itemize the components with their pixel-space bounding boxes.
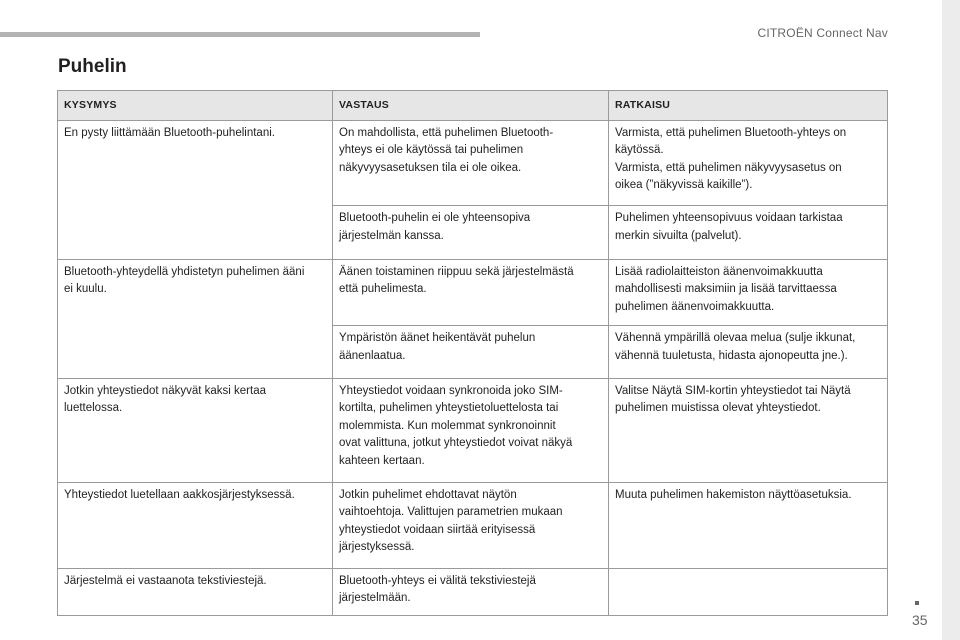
cell-answer: Bluetooth-puhelin ei ole yhteensopiva järjestelmän kanssa.	[333, 206, 609, 260]
table-row	[58, 206, 888, 260]
cell-question	[58, 206, 333, 260]
table-row	[58, 326, 888, 379]
table-header-row	[58, 91, 888, 121]
cell-answer: Ympäristön äänet heikentävät puhelun äänenlaatua.	[333, 326, 609, 379]
cell-solution: Vähennä ympärillä olevaa melua (sulje ikkunat, vähennä tuuletusta, hidasta ajonopeutta jne.).	[609, 326, 888, 379]
cell-question: Bluetooth-yhteydellä yhdistetyn puhelimen ääni ei kuulu.	[58, 259, 333, 326]
cell-question: En pysty liittämään Bluetooth-puhelintani.	[58, 120, 333, 206]
cell-question: Jotkin yhteystiedot näkyvät kaksi kertaa luettelossa.	[58, 378, 333, 482]
cell-question	[58, 326, 333, 379]
table-row	[58, 378, 888, 482]
side-strip	[942, 0, 960, 640]
cell-question: Yhteystiedot luetellaan aakkosjärjestyksessä.	[58, 482, 333, 568]
page-title: Puhelin	[58, 56, 127, 77]
header-brand: CITROËN Connect Nav	[757, 26, 888, 40]
cell-answer: On mahdollista, että puhelimen Bluetooth- yhteys ei ole käytössä tai puhelimen näkyvyysasetuksen tila ei ole oikea.	[333, 120, 609, 206]
table-row	[58, 568, 888, 615]
header-question: KYSYMYS	[58, 91, 333, 121]
cell-answer: Yhteystiedot voidaan synkronoida joko SIM- kortilta, puhelimen yhteystietoluettelosta tai molemmista. Kun molemmat synkronoinnit ovat valittuna, jotkut yhteystiedot voivat näkyä kahteen kertaan.	[333, 378, 609, 482]
page-number: 35	[912, 612, 928, 628]
cell-answer: Jotkin puhelimet ehdottavat näytön vaihtoehtoja. Valittujen parametrien mukaan yhteystiedot voidaan siirtää erityisessä järjestyksessä.	[333, 482, 609, 568]
cell-solution: Muuta puhelimen hakemiston näyttöasetuksia.	[609, 482, 888, 568]
table-row	[58, 120, 888, 206]
header-rule	[0, 32, 480, 37]
cell-solution: Puhelimen yhteensopivuus voidaan tarkistaa merkin sivuilta (palvelut).	[609, 206, 888, 260]
header-solution: RATKAISU	[609, 91, 888, 121]
cell-solution: Lisää radiolaitteiston äänenvoimakkuutta mahdollisesti maksimiin ja lisää tarvittaessa puhelimen äänenvoimakkuutta.	[609, 259, 888, 326]
cell-solution	[609, 568, 888, 615]
table-row	[58, 259, 888, 326]
header-answer: VASTAUS	[333, 91, 609, 121]
cell-answer: Bluetooth-yhteys ei välitä tekstiviestejä järjestelmään.	[333, 568, 609, 615]
cell-solution: Varmista, että puhelimen Bluetooth-yhteys on käytössä. Varmista, että puhelimen näkyvyysasetus on oikea (”näkyvissä kaikille”).	[609, 120, 888, 206]
page-marker-dot	[915, 601, 919, 605]
cell-solution: Valitse Näytä SIM-kortin yhteystiedot tai Näytä puhelimen muistissa olevat yhteystiedot.	[609, 378, 888, 482]
cell-question: Järjestelmä ei vastaanota tekstiviestejä.	[58, 568, 333, 615]
table-row	[58, 482, 888, 568]
cell-answer: Äänen toistaminen riippuu sekä järjestelmästä että puhelimesta.	[333, 259, 609, 326]
faq-table	[57, 90, 888, 616]
